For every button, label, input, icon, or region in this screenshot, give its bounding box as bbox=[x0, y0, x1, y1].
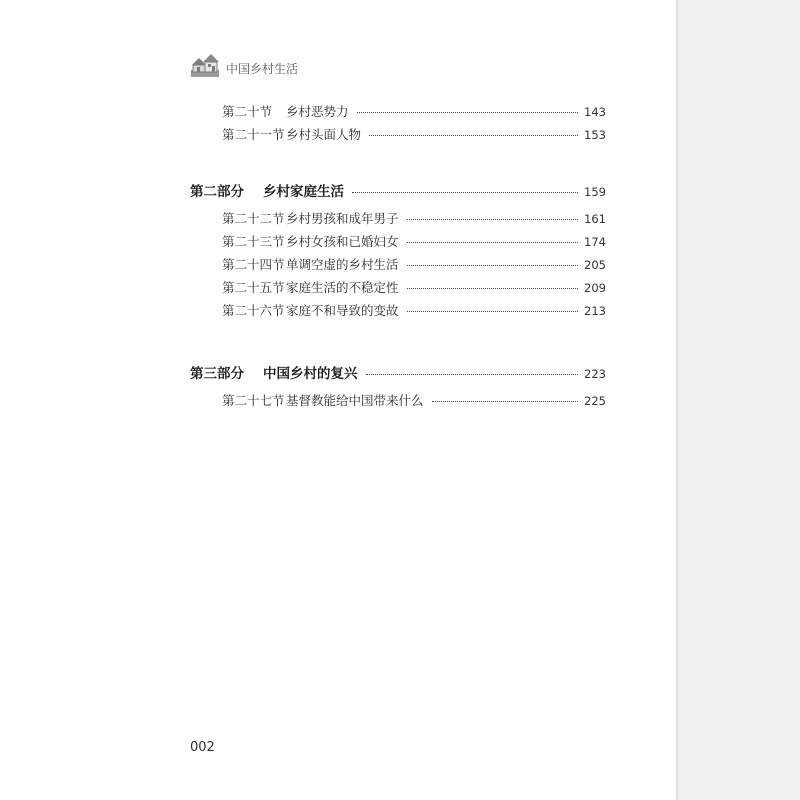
toc-section-title: 家庭生活的不稳定性 bbox=[286, 280, 399, 295]
table-of-contents bbox=[190, 102, 606, 414]
toc-entry-section-27[interactable] bbox=[190, 391, 606, 414]
toc-part-title: 乡村家庭生活 bbox=[263, 184, 344, 200]
toc-leader-dots bbox=[369, 135, 578, 136]
toc-entry-part-2[interactable] bbox=[190, 180, 606, 204]
toc-section-label: 第二十四节 bbox=[222, 257, 285, 272]
toc-entry-section-22[interactable] bbox=[190, 209, 606, 232]
toc-section-label: 第二十五节 bbox=[222, 280, 285, 295]
toc-page-number: 209 bbox=[584, 281, 606, 295]
toc-part-label: 第三部分 bbox=[190, 366, 244, 382]
toc-page-number: 143 bbox=[584, 105, 606, 119]
toc-spacer bbox=[190, 324, 606, 362]
toc-section-label: 第二十七节 bbox=[222, 393, 285, 408]
toc-leader-dots bbox=[407, 219, 579, 220]
page-edge-line bbox=[676, 0, 678, 800]
toc-leader-dots bbox=[366, 374, 579, 375]
toc-page-number: 159 bbox=[584, 185, 606, 199]
toc-section-title: 单调空虚的乡村生活 bbox=[286, 257, 399, 272]
toc-section-title: 乡村恶势力 bbox=[286, 104, 349, 119]
toc-section-title: 家庭不和导致的变故 bbox=[286, 303, 399, 318]
toc-entry-part-3[interactable] bbox=[190, 362, 606, 386]
toc-page-number: 223 bbox=[584, 367, 606, 381]
toc-leader-dots bbox=[357, 112, 579, 113]
toc-entry-section-23[interactable] bbox=[190, 232, 606, 255]
toc-leader-dots bbox=[407, 288, 579, 289]
toc-leader-dots bbox=[407, 311, 579, 312]
toc-entry-section-21[interactable] bbox=[190, 125, 606, 148]
toc-section-title: 乡村头面人物 bbox=[286, 127, 362, 142]
toc-page-number: 161 bbox=[584, 212, 606, 226]
toc-entry-section-20[interactable] bbox=[190, 102, 606, 125]
toc-section-label: 第二十节 bbox=[222, 104, 273, 119]
toc-page-number: 153 bbox=[584, 128, 606, 142]
toc-section-title: 乡村女孩和已婚妇女 bbox=[286, 234, 399, 249]
toc-page-number: 174 bbox=[584, 235, 606, 249]
toc-page-number: 225 bbox=[584, 394, 606, 408]
toc-entry-section-24[interactable] bbox=[190, 255, 606, 278]
toc-spacer bbox=[190, 148, 606, 180]
running-header bbox=[190, 48, 298, 80]
toc-leader-dots bbox=[352, 192, 578, 193]
toc-entry-section-25[interactable] bbox=[190, 278, 606, 301]
toc-page-number: 205 bbox=[584, 258, 606, 272]
page-edge bbox=[676, 0, 800, 800]
toc-section-label: 第二十六节 bbox=[222, 303, 285, 318]
page-number-folio: 002 bbox=[190, 740, 215, 755]
toc-entry-section-26[interactable] bbox=[190, 301, 606, 324]
toc-leader-dots bbox=[432, 401, 579, 402]
toc-section-title: 乡村男孩和成年男子 bbox=[286, 211, 399, 226]
toc-section-label: 第二十二节 bbox=[222, 211, 285, 226]
toc-part-label: 第二部分 bbox=[190, 184, 244, 200]
toc-section-title: 基督教能给中国带来什么 bbox=[286, 393, 424, 408]
toc-section-label: 第二十三节 bbox=[222, 234, 285, 249]
toc-page-number: 213 bbox=[584, 304, 606, 318]
toc-part-title: 中国乡村的复兴 bbox=[263, 366, 358, 382]
toc-leader-dots bbox=[407, 265, 579, 266]
header-title: 中国乡村生活 bbox=[226, 61, 299, 76]
toc-section-label: 第二十一节 bbox=[222, 127, 285, 142]
toc-leader-dots bbox=[407, 242, 579, 243]
village-houses-icon bbox=[190, 49, 220, 79]
